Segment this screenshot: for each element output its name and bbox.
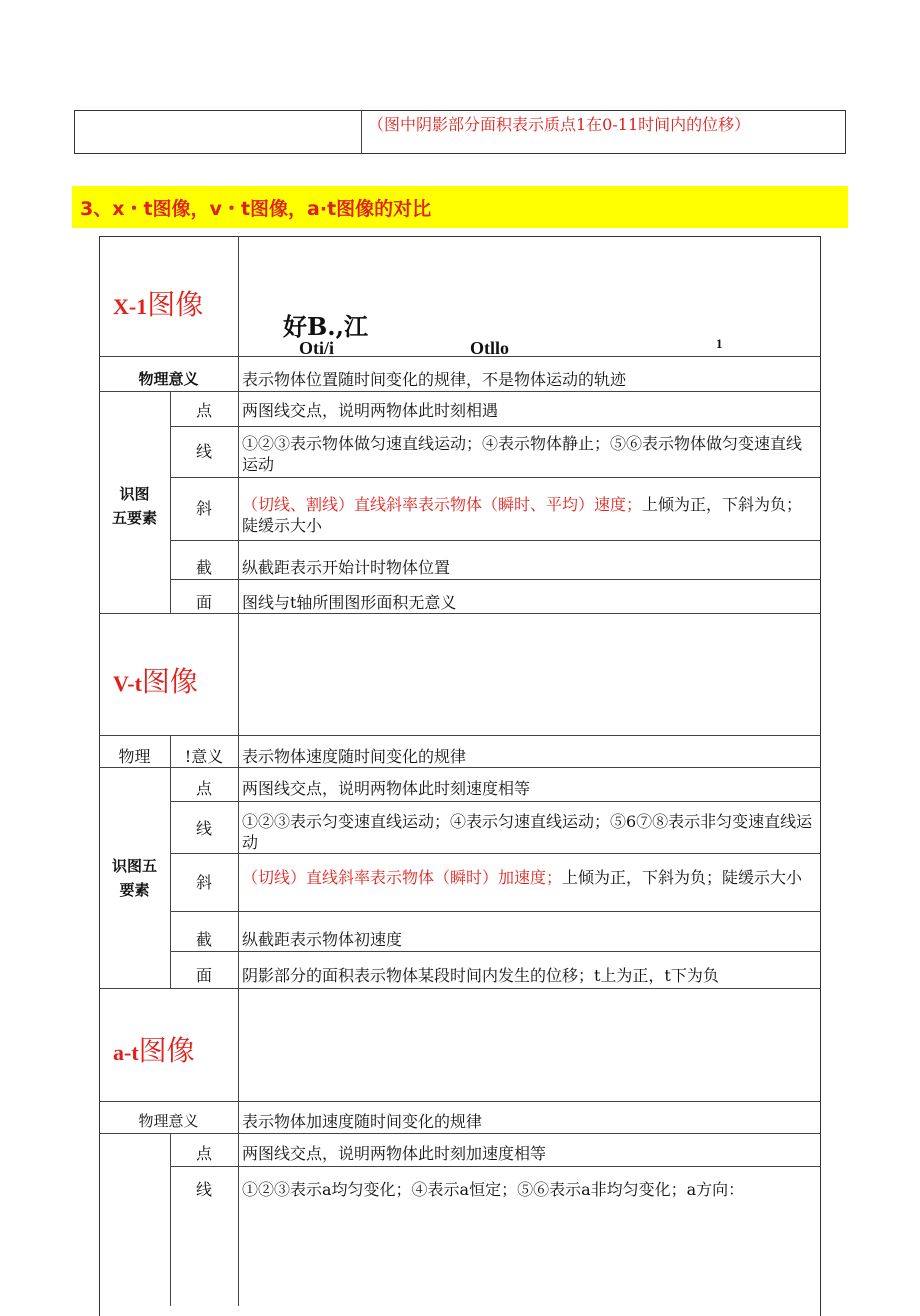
row-line — [170, 853, 821, 854]
vt-line-text: ①②③表示匀变速直线运动；④表示匀速直线运动；⑤6⑦⑧表示非匀变速直线运动 — [242, 812, 813, 852]
row-line — [170, 540, 821, 541]
xt-key-slope: 斜 — [195, 499, 212, 518]
vt-slope-text-black: 上倾为正，下斜为负；陡缓示大小 — [562, 868, 803, 887]
row-line — [170, 426, 821, 427]
vt-key-line: 线 — [195, 819, 212, 838]
at-title — [113, 1029, 195, 1069]
row-line — [170, 477, 821, 478]
col-divider-main — [238, 236, 239, 1306]
xt-title-cn: 图像 — [147, 288, 204, 321]
top-table-divider — [361, 110, 362, 154]
xt-area-text: 图线与t轴所围图形面积无意义 — [242, 593, 457, 612]
row-line — [170, 1166, 821, 1167]
xt-figure-label-c: 1 — [716, 336, 723, 351]
top-table-note: （图中阴影部分面积表示质点1在0-11时间内的位移） — [368, 115, 751, 134]
xt-key-line: 线 — [195, 442, 212, 461]
xt-title-latin: X-1 — [113, 294, 148, 319]
xt-intercept-text: 纵截距表示开始计时物体位置 — [242, 558, 451, 577]
vt-title-latin: V-t — [113, 671, 142, 696]
at-meaning: 表示物体加速度随时间变化的规律 — [242, 1112, 483, 1131]
xt-meaning-label: 物理意义 — [138, 370, 199, 388]
row-line — [99, 613, 821, 614]
xt-figure-text: 好B.,江 — [283, 312, 368, 341]
vt-elements-label: 识图五 要素 — [111, 857, 157, 899]
vt-point-text: 两图线交点，说明两物体此时刻速度相等 — [242, 779, 531, 798]
vt-area-text: 阴影部分的面积表示物体某段时间内发生的位移；t上为正，t下为负 — [242, 966, 719, 985]
xt-title — [113, 283, 203, 323]
at-point-text: 两图线交点，说明两物体此时刻加速度相等 — [242, 1144, 547, 1163]
xt-meaning: 表示物体位置随时间变化的规律，不是物体运动的轨迹 — [242, 370, 627, 389]
row-line — [170, 579, 821, 580]
xt-slope-text-black: 上倾为正，下斜为负；陡缓示大小 — [242, 495, 803, 535]
section-heading: 3、x・t图像，v・t图像，a·t图像的对比 — [80, 198, 432, 220]
row-line — [170, 911, 821, 912]
row-line — [99, 767, 821, 768]
vt-slope-text-red: （切线）直线斜率表示物体（瞬时）加速度； — [242, 868, 563, 887]
vt-meaning-label-b: !意义 — [184, 747, 224, 766]
vt-intercept-text: 纵截距表示物体初速度 — [242, 930, 403, 949]
row-line — [170, 951, 821, 952]
row-line — [99, 988, 821, 989]
xt-slope-text — [242, 494, 817, 536]
xt-key-point: 点 — [195, 401, 212, 420]
vt-title-cn: 图像 — [141, 665, 198, 698]
vt-title — [113, 660, 198, 700]
xt-line-text: ①②③表示物体做匀速直线运动；④表示物体静止；⑤⑥表示物体做匀变速直线运动 — [242, 434, 803, 474]
xt-slope-text-red: （切线、割线）直线斜率表示物体（瞬时、平均）速度； — [242, 495, 643, 514]
vt-key-slope: 斜 — [195, 873, 212, 892]
row-line — [99, 356, 821, 357]
xt-elements-label: 识图 五要素 — [111, 485, 157, 527]
vt-meaning: 表示物体速度随时间变化的规律 — [242, 747, 467, 766]
vt-key-intercept: 截 — [195, 930, 212, 949]
at-title-cn: 图像 — [138, 1034, 195, 1067]
xt-key-intercept: 截 — [195, 558, 212, 577]
row-line — [99, 1133, 821, 1134]
vt-meaning-label-a: 物理 — [118, 747, 151, 766]
at-title-latin: a-t — [113, 1040, 139, 1065]
at-key-line: 线 — [195, 1180, 212, 1199]
row-line — [170, 801, 821, 802]
xt-figure-label-b: Otllo — [470, 338, 509, 358]
xt-figure-label-a: Oti/i — [299, 338, 334, 358]
at-meaning-label: 物理意义 — [138, 1112, 199, 1130]
at-line-text: ①②③表示a均匀变化；④表示a恒定；⑤⑥表示a非均匀变化；a方向： — [242, 1180, 745, 1199]
vt-key-area: 面 — [195, 966, 212, 985]
vt-key-point: 点 — [195, 779, 212, 798]
row-line — [99, 1101, 821, 1102]
xt-point-text: 两图线交点，说明两物体此时刻相遇 — [242, 401, 499, 420]
row-line — [99, 391, 821, 392]
xt-key-area: 面 — [195, 593, 212, 612]
at-key-point: 点 — [195, 1144, 212, 1163]
row-line — [99, 735, 821, 736]
vt-slope-text — [242, 867, 820, 888]
